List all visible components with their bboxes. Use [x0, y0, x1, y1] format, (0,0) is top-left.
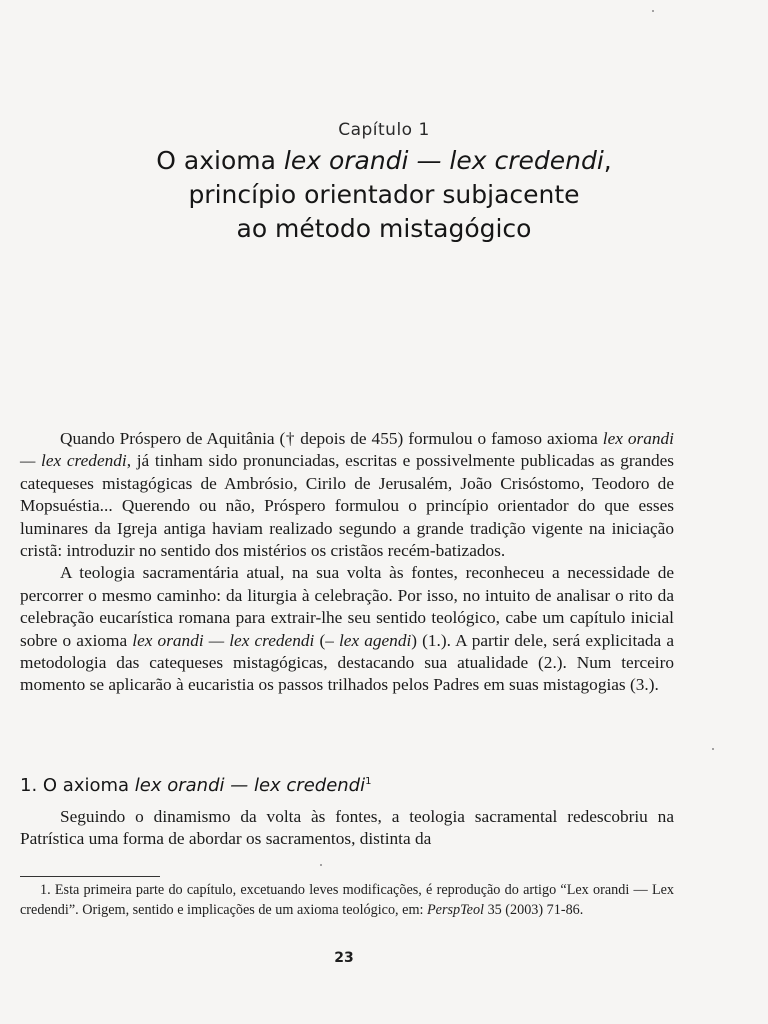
- intro-p1-c: , já tinham sido pronunciadas, escritas e possivelmente publicadas as grandes catequeses mistagógicas de Ambrósio, Cirilo de Jerusalém, João Crisóstomo, Teodoro de Mopsuéstia... Querendo ou não, Próspero formulou o princípio orientador do que esses luminares da Igreja antiga haviam realizado segundo a grande tradição vigente na iniciação cristã: introduzir no sentido dos mistérios os cristãos recém-batizados.: [20, 451, 675, 561]
- chapter-label: Capítulo 1: [338, 120, 430, 140]
- section-heading-a: 1. O axioma: [20, 775, 135, 796]
- title-text-italic: lex orandi — lex credendi: [283, 146, 604, 175]
- footnote-divider: [20, 876, 160, 877]
- footnote-text-c: 35 (2003) 71-86.: [484, 901, 584, 918]
- chapter-title-line-3: ao método mistagógico: [236, 214, 532, 243]
- chapter-title: [0, 144, 768, 246]
- title-text-c: ,: [603, 146, 612, 175]
- page-number: 23: [334, 950, 354, 966]
- footnote-marker: 1: [365, 776, 372, 787]
- intro-p2-a: A teologia sacramentária atual, na sua volta às fontes, reconheceu a necessidade de percorrer o mesmo caminho: da liturgia à celebração. Por isso, no intuito de analisar o rito da celebração eucarística romana para extrair-lhe seu sentido teológico, cabe um capítulo inicial sobre o axioma: [20, 563, 674, 650]
- footnote-text-a: 1. Esta primeira parte do capítulo, excetuando leves modificações, é reprodução do artigo “Lex orandi — Lex credendi”. Origem, sentido e implicações de um axioma teológico, em:: [20, 882, 674, 918]
- chapter-title-line-1: [0, 144, 768, 178]
- section-paragraph-1: Seguindo o dinamismo da volta às fontes, a teologia sacramental redescobriu na Patrística uma forma de abordar os sacramentos, distinta da: [20, 807, 674, 849]
- intro-p2-italic-2: lex agendi: [338, 630, 412, 650]
- intro-paragraph-1: [20, 428, 674, 562]
- footnote-journal: PerspTeol: [426, 901, 485, 918]
- chapter-title-line-2: princípio orientador subjacente: [188, 180, 580, 209]
- title-text-a: O axioma: [156, 146, 284, 175]
- footnote: [20, 881, 674, 920]
- intro-text: [20, 428, 674, 697]
- intro-paragraph-2: [20, 562, 674, 696]
- intro-p2-italic-1: lex orandi — lex credendi: [132, 630, 315, 650]
- scan-speck: [320, 864, 322, 866]
- section-heading-italic: lex orandi — lex credendi: [134, 775, 366, 796]
- section-text: [20, 806, 674, 851]
- intro-p2-c: (–: [314, 630, 339, 650]
- intro-p2-e: ) (1.). A partir dele, será explicitada a metodologia das catequeses mistagógicas, destacando sua atualidade (2.). Num terceiro momento se aplicarão à eucaristia os passos trilhados pelos Padres em suas mistagogias (3.).: [20, 630, 675, 695]
- section-heading: [20, 775, 371, 796]
- scan-speck: [652, 10, 654, 12]
- scan-speck: [712, 748, 714, 750]
- intro-p1-italic: lex orandi — lex credendi: [20, 429, 674, 471]
- intro-p1-a: Quando Próspero de Aquitânia († depois de 455) formulou o famoso axioma: [60, 429, 603, 448]
